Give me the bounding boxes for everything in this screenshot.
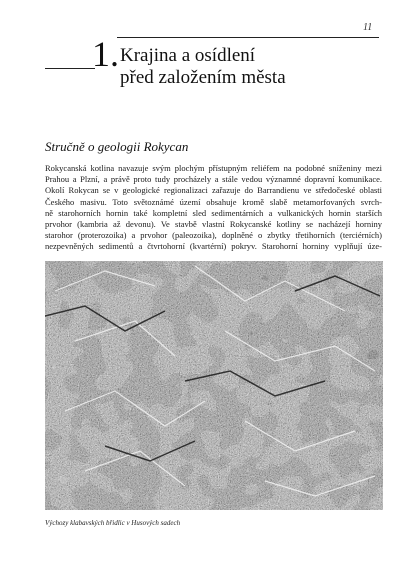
shale-outcrop-photo (45, 261, 383, 510)
body-line: starohor (proterozoika) a prvohor (paleozoika), doplněné o zbytky třetihorních (terciérních) (45, 230, 382, 241)
body-line: prvohor (kambria až devonu). Ve stavbě vlastní Rokycanské kotliny se nacházejí horniny (45, 219, 382, 230)
body-line: ně starohorních hornin také kompletní sled sedimentárních a vulkanických hornin starších (45, 207, 382, 218)
page-number: 11 (363, 22, 373, 33)
section-title: Stručně o geologii Rokycan (45, 139, 189, 154)
body-line: Prahou a Plzní, a právě proto tudy procházely a stále vedou významné dopravní komunikace. (45, 174, 382, 185)
photo-graphic (45, 261, 383, 510)
chapter-title-line-1: Krajina a osídlení (120, 45, 256, 66)
figure-caption: Výchozy klabavských břidlic v Husových sadech (45, 519, 181, 527)
body-line: Okolí Rokycan se v geologické regionalizaci zařazuje do Barrandienu ve středočeské oblasti (45, 185, 382, 196)
body-line: Českého masivu. Toto světoznámé území obsahuje kromě slabě metamorfovaných svrch- (45, 196, 382, 207)
chapter-number: 1. (92, 34, 119, 74)
chapter-title (120, 45, 380, 89)
chapter-title-line-2: před založením města (120, 67, 286, 88)
body-line: nezpevněných sedimentů a čtvrtohorní (kvartérní) pokryv. Starohorní horniny vyplňují úze- (45, 241, 382, 252)
body-line: Rokycanská kotlina navazuje svým plochým přístupným reliéfem na podobné sníženiny mezi (45, 163, 382, 173)
header-rule (117, 37, 379, 38)
chapter-rule (45, 68, 95, 69)
body-paragraph (45, 163, 382, 253)
